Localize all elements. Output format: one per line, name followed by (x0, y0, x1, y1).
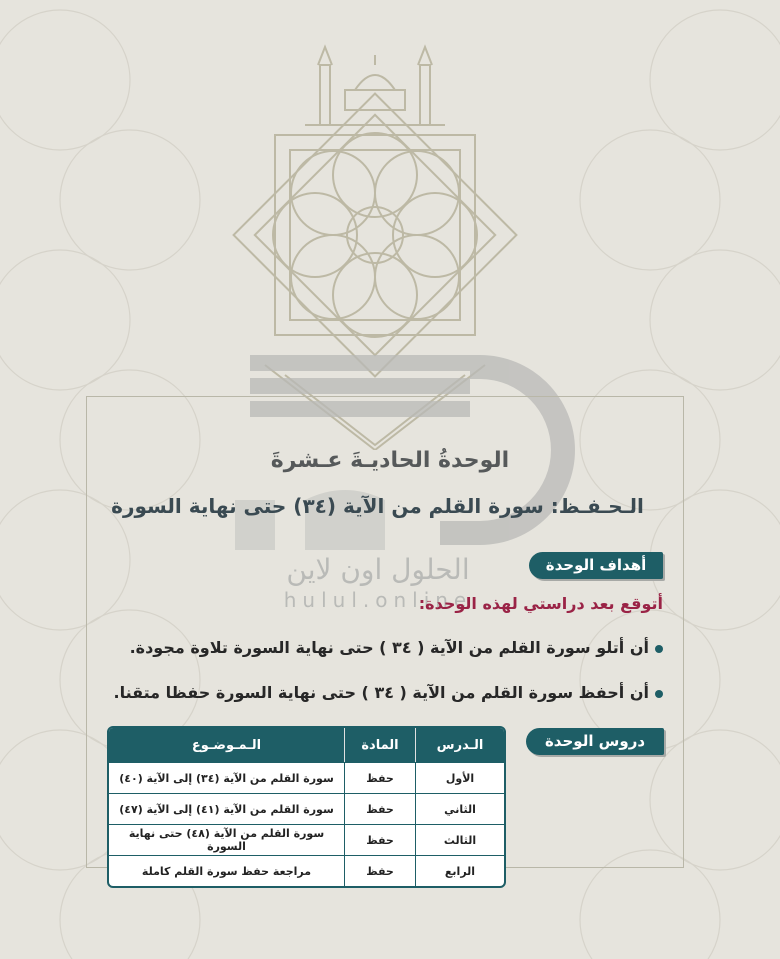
goals-intro: أتوقع بعد دراستي لهذه الوحدة: (418, 594, 663, 613)
topic-cell: سورة القلم من الآية (٣٤) إلى الآية (٤٠) (109, 762, 344, 793)
header-topic: الـمـوضـوع (109, 728, 344, 762)
bullet-icon (655, 690, 663, 698)
header-subject: المادة (344, 728, 415, 762)
table-row (109, 824, 504, 855)
lessons-badge: دروس الوحدة (526, 728, 664, 755)
lesson-cell: الثاني (415, 793, 504, 824)
header-lesson: الـدرس (415, 728, 504, 762)
topic-cell: سورة القلم من الآية (٤١) إلى الآية (٤٧) (109, 793, 344, 824)
subject-cell: حفظ (344, 793, 415, 824)
subject-cell: حفظ (344, 762, 415, 793)
lesson-cell: الأول (415, 762, 504, 793)
watermark-latin-text: hulul.online (283, 588, 473, 612)
topic-cell: مراجعة حفظ سورة القلم كاملة (109, 855, 344, 886)
goal-item (130, 638, 663, 657)
watermark-arabic-text: الحلول اون لاين (286, 553, 470, 586)
lesson-cell: الثالث (415, 824, 504, 855)
goal-item (113, 683, 663, 702)
unit-title: الوحدةُ الحاديـةَ عـشرةَ (270, 448, 510, 473)
goal-text: أن أتلو سورة القلم من الآية ( ٣٤ ) حتى نهاية السورة تلاوة مجودة. (129, 638, 649, 657)
table-row (109, 855, 504, 886)
memorization-title: الـحـفـظ: سورة القلم من الآية (٣٤) حتى نهاية السورة (111, 494, 644, 518)
lesson-cell: الرابع (415, 855, 504, 886)
subject-cell: حفظ (344, 824, 415, 855)
goals-badge: أهداف الوحدة (529, 552, 663, 579)
table-row (109, 762, 504, 793)
topic-cell: سورة القلم من الآية (٤٨) حتى نهاية السورة (109, 824, 344, 855)
bullet-icon (655, 645, 663, 653)
table-row (109, 793, 504, 824)
table-header-row (109, 728, 504, 762)
goal-text: أن أحفظ سورة القلم من الآية ( ٣٤ ) حتى نهاية السورة حفظا متقنا. (113, 683, 649, 702)
lessons-table (107, 726, 506, 888)
subject-cell: حفظ (344, 855, 415, 886)
